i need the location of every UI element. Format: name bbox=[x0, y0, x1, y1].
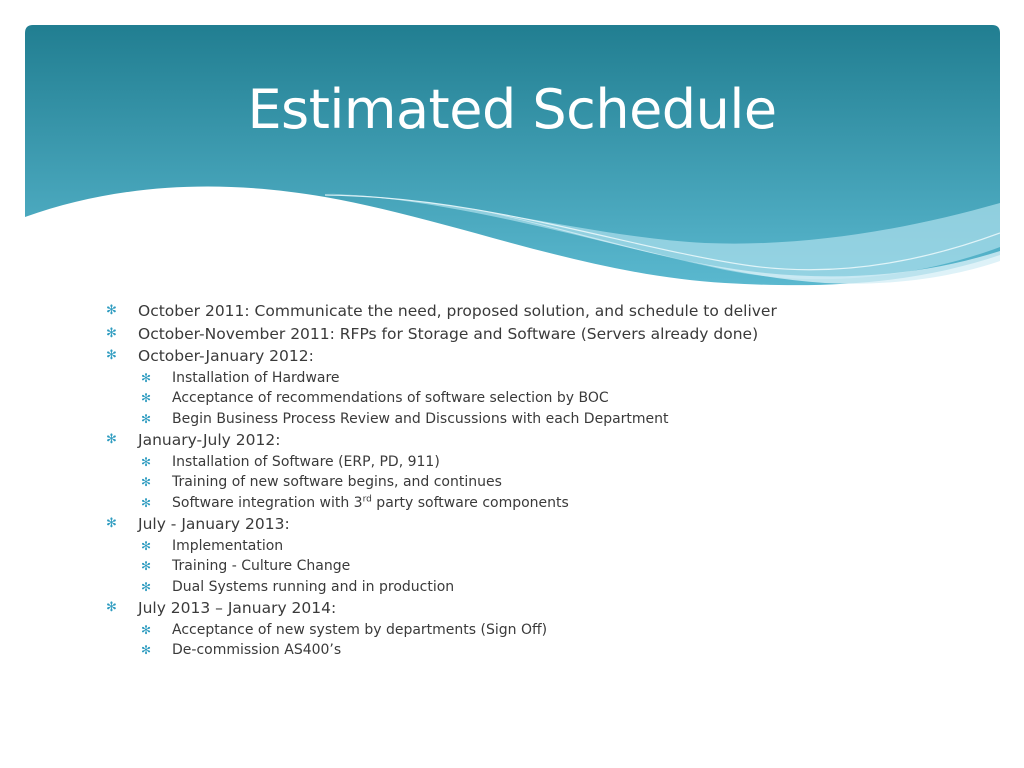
asterisk-bullet-icon: ✻ bbox=[141, 559, 152, 573]
asterisk-bullet-icon: ✻ bbox=[141, 411, 152, 426]
superscript: rd bbox=[362, 493, 372, 504]
sub-list bbox=[138, 452, 964, 514]
sub-list-item bbox=[104, 409, 964, 430]
asterisk-bullet-icon: ✻ bbox=[141, 370, 152, 385]
list-item bbox=[104, 300, 964, 323]
sub-list-item bbox=[104, 620, 964, 641]
list-item bbox=[104, 323, 964, 346]
list-item bbox=[104, 345, 964, 429]
sub-list bbox=[138, 536, 964, 598]
sub-list-item-text: Implementation bbox=[172, 537, 284, 554]
asterisk-bullet-icon: ✻ bbox=[141, 391, 152, 405]
list-item-text: October-January 2012: bbox=[138, 347, 314, 365]
sub-list-item-text: De-commission AS400’s bbox=[172, 642, 342, 658]
sub-list-item bbox=[104, 640, 964, 661]
asterisk-bullet-icon: ✻ bbox=[141, 454, 152, 469]
asterisk-bullet-icon: ✻ bbox=[141, 622, 152, 637]
list-item bbox=[104, 513, 964, 597]
asterisk-bullet-icon: ✻ bbox=[141, 579, 152, 594]
slide-title: Estimated Schedule bbox=[247, 78, 777, 141]
header-band bbox=[25, 25, 1000, 290]
sub-list-item bbox=[104, 452, 964, 473]
sub-list-item-text: Begin Business Process Review and Discussions with each Department bbox=[172, 410, 669, 427]
sub-list-item bbox=[104, 556, 964, 577]
schedule-list bbox=[104, 300, 964, 661]
sub-list-item-text: Installation of Hardware bbox=[172, 369, 340, 386]
sub-list bbox=[138, 620, 964, 661]
sub-list-item-text: Training of new software begins, and continues bbox=[172, 474, 502, 490]
list-item-text: October 2011: Communicate the need, proposed solution, and schedule to deliver bbox=[138, 302, 777, 320]
sub-list bbox=[138, 368, 964, 430]
asterisk-bullet-icon: ✻ bbox=[141, 538, 152, 553]
list-item-text: January-July 2012: bbox=[138, 431, 281, 449]
header-wave-graphic bbox=[25, 25, 1000, 290]
sub-list-item bbox=[104, 472, 964, 493]
asterisk-bullet-icon: ✻ bbox=[106, 325, 117, 341]
list-item bbox=[104, 429, 964, 513]
sub-list-item-text: Training - Culture Change bbox=[172, 558, 351, 574]
sub-list-item-text: Acceptance of new system by departments (Sign Off) bbox=[172, 621, 548, 638]
list-item-text: October-November 2011: RFPs for Storage and Software (Servers already done) bbox=[138, 324, 759, 343]
asterisk-bullet-icon: ✻ bbox=[106, 516, 117, 531]
asterisk-bullet-icon: ✻ bbox=[106, 600, 117, 615]
sub-list-item-text: Software integration with 3rd party software components bbox=[172, 493, 569, 511]
sub-list-item bbox=[104, 493, 964, 514]
asterisk-bullet-icon: ✻ bbox=[106, 348, 117, 363]
asterisk-bullet-icon: ✻ bbox=[141, 475, 152, 489]
list-item bbox=[104, 597, 964, 661]
asterisk-bullet-icon: ✻ bbox=[106, 432, 117, 447]
list-item-text: July - January 2013: bbox=[138, 515, 290, 533]
sub-list-item bbox=[104, 368, 964, 389]
asterisk-bullet-icon: ✻ bbox=[141, 643, 152, 657]
asterisk-bullet-icon: ✻ bbox=[141, 495, 152, 510]
sub-list-item bbox=[104, 536, 964, 557]
sub-list-item-text: Installation of Software (ERP, PD, 911) bbox=[172, 453, 440, 470]
sub-list-item bbox=[104, 388, 964, 409]
asterisk-bullet-icon: ✻ bbox=[106, 303, 117, 318]
sub-list-item-text: Acceptance of recommendations of software selection by BOC bbox=[172, 390, 609, 406]
sub-list-item-text: Dual Systems running and in production bbox=[172, 578, 455, 595]
sub-list-item bbox=[104, 577, 964, 598]
list-item-text: July 2013 – January 2014: bbox=[138, 599, 337, 617]
